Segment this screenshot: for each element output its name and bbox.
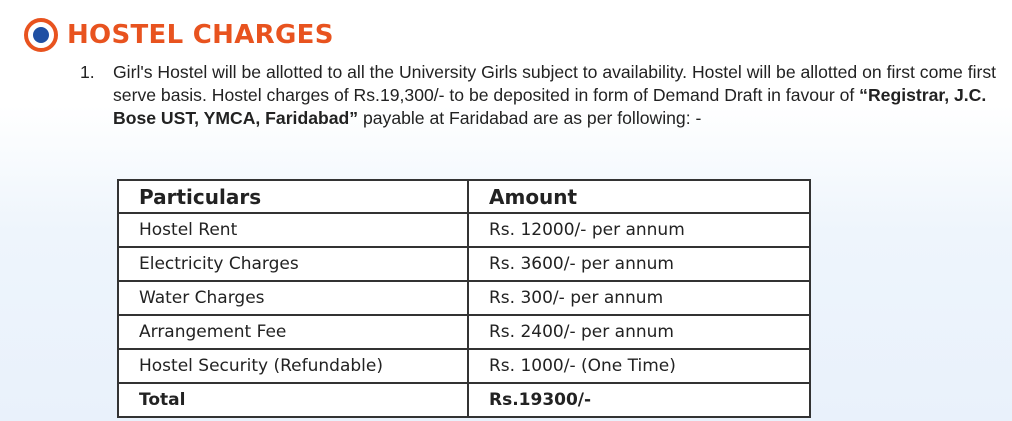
bullet-dot-icon <box>33 27 49 43</box>
cell-amount: Rs. 1000/- (One Time) <box>468 349 810 383</box>
table-row <box>118 315 810 349</box>
table-row <box>118 213 810 247</box>
cell-particular: Electricity Charges <box>118 247 468 281</box>
bullet-circle-icon <box>24 18 58 52</box>
table-row <box>118 247 810 281</box>
list-number: 1. <box>80 62 95 82</box>
cell-particular: Hostel Rent <box>118 213 468 247</box>
cell-amount: Rs. 12000/- per annum <box>468 213 810 247</box>
section-heading <box>24 18 334 52</box>
cell-amount: Rs. 300/- per annum <box>468 281 810 315</box>
total-row <box>118 383 810 417</box>
table-header-row <box>118 180 810 213</box>
intro-text-after: payable at Faridabad are as per following: - <box>358 108 702 128</box>
header-particulars: Particulars <box>118 180 468 213</box>
table-row <box>118 281 810 315</box>
header-amount: Amount <box>468 180 810 213</box>
total-amount: Rs.19300/- <box>468 383 810 417</box>
total-label: Total <box>118 383 468 417</box>
charges-table <box>117 179 811 418</box>
page-title: HOSTEL CHARGES <box>67 20 334 50</box>
payee-name: “Registrar, J.C. Bose UST, YMCA, Faridabad” <box>113 85 987 128</box>
cell-particular: Water Charges <box>118 281 468 315</box>
intro-paragraph <box>80 61 1005 130</box>
cell-particular: Hostel Security (Refundable) <box>118 349 468 383</box>
intro-text <box>113 61 1005 130</box>
cell-amount: Rs. 2400/- per annum <box>468 315 810 349</box>
cell-amount: Rs. 3600/- per annum <box>468 247 810 281</box>
intro-text-before: Girl's Hostel will be allotted to all the University Girls subject to availability. Hostel will be allotted on first come first serve basis. Hostel charges of Rs.19,300/- to be deposited in form of Demand Draft in favour of <box>113 62 997 105</box>
cell-particular: Arrangement Fee <box>118 315 468 349</box>
table-row <box>118 349 810 383</box>
